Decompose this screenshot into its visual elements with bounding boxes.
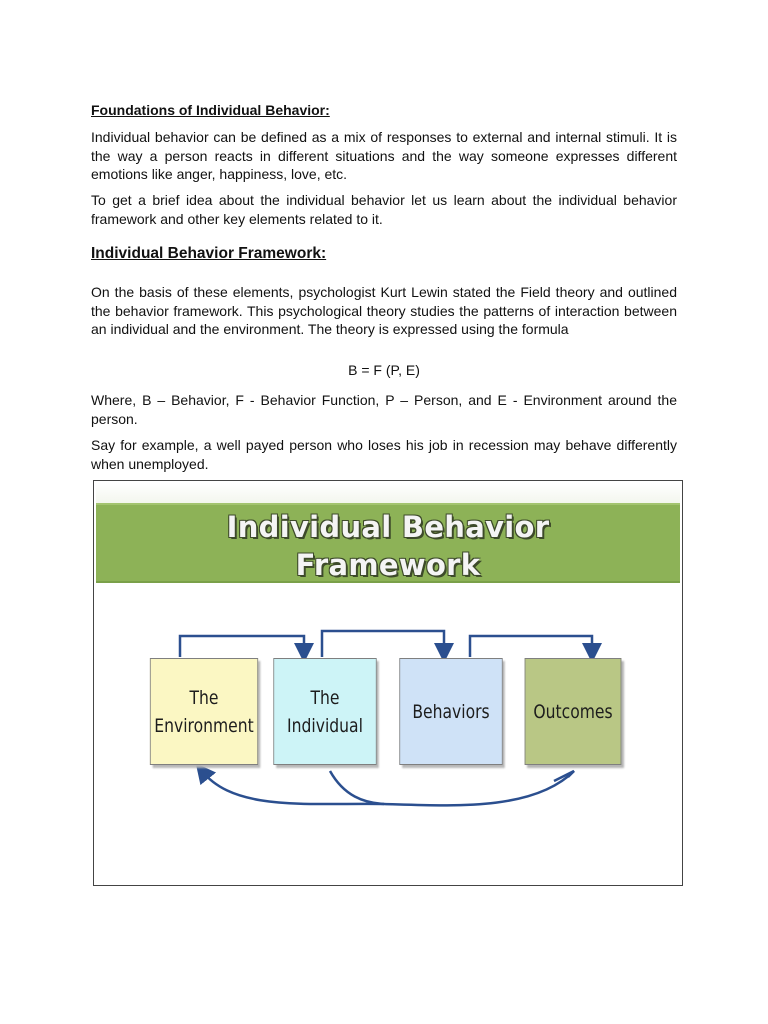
section-heading-framework: Individual Behavior Framework: (91, 245, 327, 262)
feedback-curve-inner (330, 771, 384, 804)
paragraph-definition: Individual behavior can be defined as a mix of responses to external and internal stimuli. It is the way a person reacts in different situations and the way someone expresses different emotions like anger, happiness, love, etc. (91, 129, 677, 182)
connector-individual-to-behaviors (322, 631, 444, 657)
figure-title-line2: Framework (295, 548, 481, 582)
figure-title-line1: Individual Behavior (226, 510, 550, 544)
paragraph-formula-legend: Where, B – Behavior, F - Behavior Function, P – Person, and E - Environment around the person. (91, 392, 677, 427)
framework-figure (93, 480, 683, 886)
paragraph-field-theory: On the basis of these elements, psychologist Kurt Lewin stated the Field theory and outlined the behavior framework. This psychological theory studies the patterns of interaction between an individual and the environment. The theory is expressed using the formula (91, 284, 677, 337)
box-environment (150, 658, 258, 765)
box-individual-label: The Individual (287, 686, 363, 737)
feedback-curve-outer (202, 771, 574, 805)
box-behaviors (399, 658, 502, 765)
formula: B = F (P, E) (348, 362, 420, 378)
box-individual (273, 658, 376, 765)
box-environment-label: The Environment (154, 686, 254, 737)
connector-env-to-individual (180, 636, 304, 657)
paragraph-intro: To get a brief idea about the individual behavior let us learn about the individual behavior framework and other key elements related to it. (91, 192, 677, 227)
connector-behaviors-to-outcomes (470, 636, 592, 657)
section-heading-foundations: Foundations of Individual Behavior: (91, 102, 330, 118)
box-outcomes (525, 658, 622, 765)
box-outcomes-label: Outcomes (533, 700, 613, 723)
box-behaviors-label: Behaviors (412, 700, 490, 723)
paragraph-example: Say for example, a well payed person who loses his job in recession may behave differently when unemployed. (91, 437, 677, 472)
